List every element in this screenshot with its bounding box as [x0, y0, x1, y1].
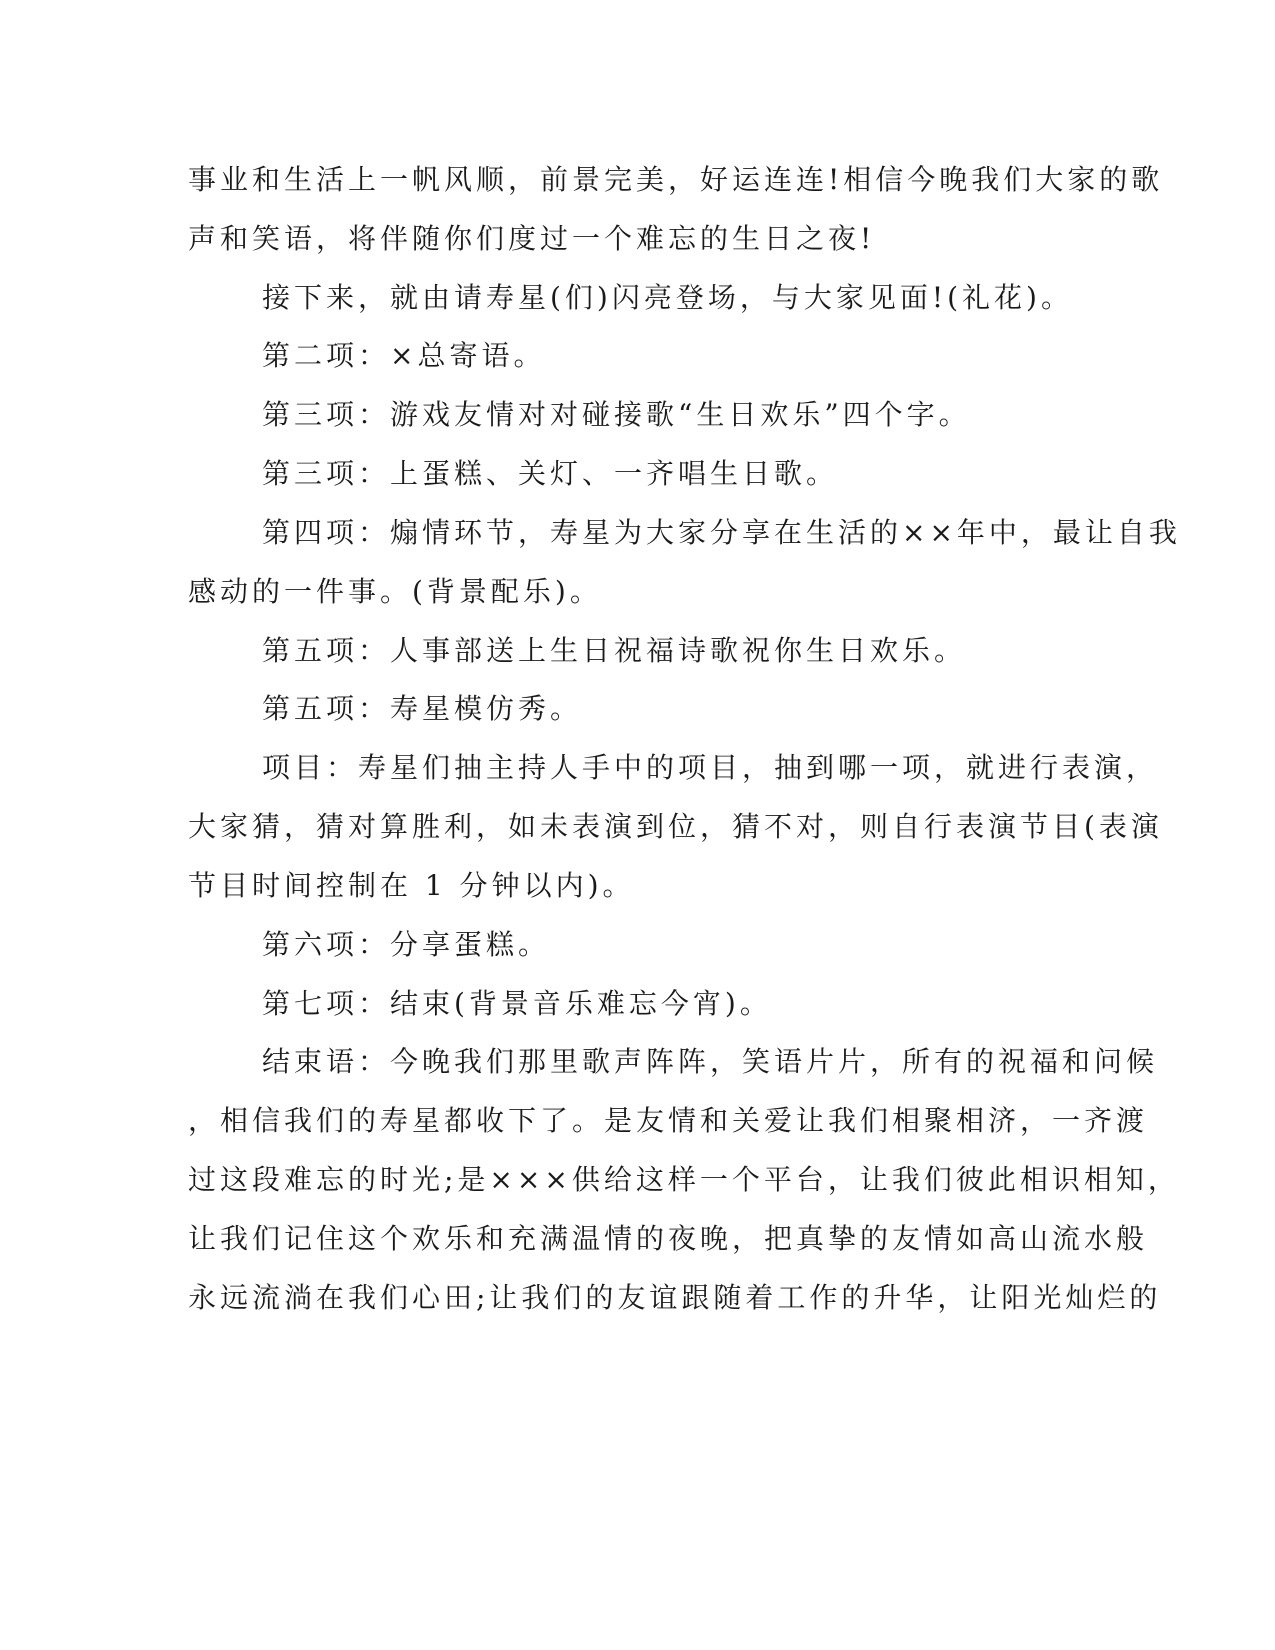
- text-line: 第三项：上蛋糕、关灯、一齐唱生日歌。: [262, 457, 839, 490]
- text-line: 第六项：分享蛋糕。: [262, 928, 551, 961]
- text-line: 过这段难忘的时光;是×××供给这样一个平台，让我们彼此相识相知，: [188, 1163, 1180, 1196]
- text-line: 让我们记住这个欢乐和充满温情的夜晚，把真挚的友情如高山流水般: [188, 1222, 1149, 1255]
- text-line: 第五项：寿星模仿秀。: [262, 692, 583, 725]
- text-line: 感动的一件事。(背景配乐)。: [188, 575, 602, 608]
- text-line: 大家猜，猜对算胜利，如未表演到位，猜不对，则自行表演节目(表演: [188, 810, 1163, 843]
- text-line: 接下来，就由请寿星(们)闪亮登场，与大家见面!(礼花)。: [262, 281, 1073, 314]
- text-line: 结束语：今晚我们那里歌声阵阵，笑语片片，所有的祝福和问候: [262, 1045, 1159, 1078]
- text-line: 事业和生活上一帆风顺，前景完美，好运连连!相信今晚我们大家的歌: [188, 163, 1164, 196]
- text-line: 第五项：人事部送上生日祝福诗歌祝你生日欢乐。: [262, 634, 967, 667]
- text-line: ，相信我们的寿星都收下了。是友情和关爱让我们相聚相济，一齐渡: [188, 1104, 1149, 1137]
- text-line: 声和笑语，将伴随你们度过一个难忘的生日之夜!: [188, 222, 876, 255]
- text-line: 节目时间控制在 1 分钟以内)。: [188, 869, 635, 902]
- text-line: 第四项：煽情环节，寿星为大家分享在生活的××年中，最让自我: [262, 516, 1181, 549]
- text-line: 第三项：游戏友情对对碰接歌“生日欢乐”四个字。: [262, 398, 971, 431]
- text-line: 第二项：×总寄语。: [262, 339, 546, 372]
- text-line: 永远流淌在我们心田;让我们的友谊跟随着工作的升华，让阳光灿烂的: [188, 1281, 1162, 1314]
- text-line: 第七项：结束(背景音乐难忘今宵)。: [262, 987, 772, 1020]
- text-line: 项目：寿星们抽主持人手中的项目，抽到哪一项，就进行表演，: [262, 751, 1159, 784]
